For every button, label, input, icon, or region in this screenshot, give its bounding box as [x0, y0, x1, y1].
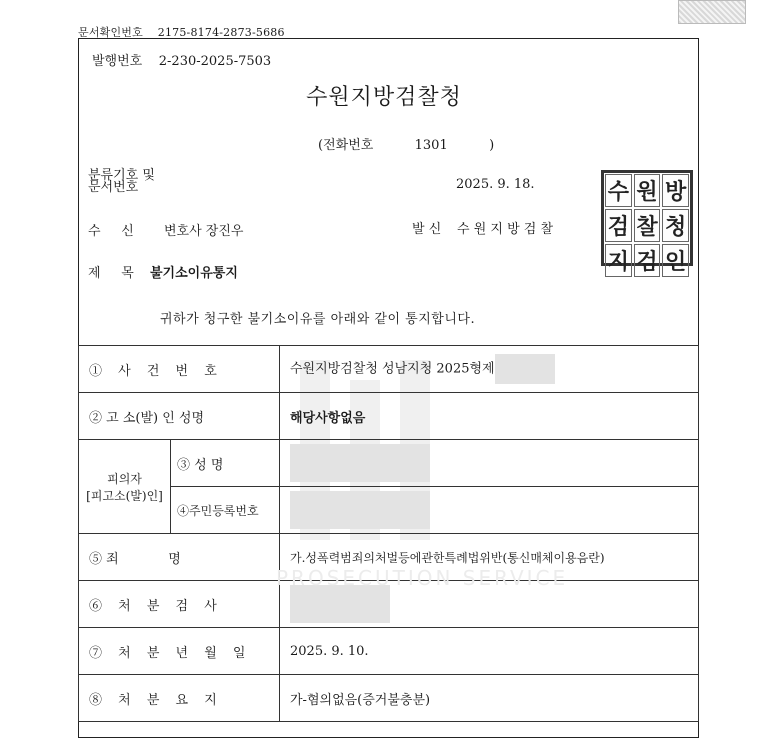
table-row [79, 487, 699, 534]
seal-char: 검 [634, 244, 661, 277]
watermark-text: PROSECUTION SERVICE [276, 566, 569, 590]
rrn-label: ④주민등록번호 [171, 487, 280, 534]
recipient-value: 변호사 장진우 [164, 224, 244, 239]
table-row [79, 346, 699, 393]
phone-label: (전화번호 [318, 138, 374, 153]
issue-number: 2-230-2025-7503 [158, 54, 272, 69]
redaction-box [495, 354, 555, 384]
name-value [280, 440, 699, 487]
seal-char: 지 [605, 244, 632, 277]
seal-char: 인 [662, 244, 689, 277]
disposition-summary-label: ⑧ 처 분 요 지 [79, 675, 280, 722]
subject-value: 불기소이유통지 [150, 266, 238, 281]
name-label: ③ 성 명 [171, 440, 280, 487]
document-confirm-number: 2175-8174-2873-5686 [157, 26, 285, 39]
notice-text: 귀하가 청구한 불기소이유를 아래와 같이 통지합니다. [160, 312, 476, 327]
table-row [79, 393, 699, 440]
complainant-label: ② 고 소(발) 인 성명 [79, 393, 280, 440]
seal-char: 수 [605, 174, 632, 207]
official-seal-stamp [601, 170, 693, 275]
sender-label: 발 신 [412, 222, 442, 237]
subject-label: 제 목 [88, 266, 134, 281]
rrn-value [280, 487, 699, 534]
disposition-table [78, 345, 699, 722]
seal-char: 검 [605, 209, 632, 242]
document-date: 2025. 9. 18. [456, 177, 535, 192]
issue-line [92, 50, 271, 69]
recipient-label: 수 신 [88, 224, 134, 239]
disposition-summary-value: 가-혐의없음(증거불충분) [280, 675, 699, 722]
organization-title: 수원지방검찰청 [306, 85, 462, 110]
phone-number: 1301 [414, 138, 448, 153]
redaction-box [290, 585, 390, 623]
table-row [79, 440, 699, 487]
disposition-date-value: 2025. 9. 10. [280, 628, 699, 675]
redaction-box [290, 444, 430, 482]
crime-label: ⑤ 죄 명 [79, 534, 280, 581]
classification-label: 분류기호 및 문서번호 [88, 168, 155, 195]
document-confirm-label: 문서확인번호 [78, 26, 143, 39]
seal-char: 찰 [634, 209, 661, 242]
complainant-value: 해당사항없음 [280, 393, 699, 440]
sender-value: 수 원 지 방 검 찰 [457, 222, 554, 237]
seal-char: 청 [662, 209, 689, 242]
crime-value: 가.성폭력범죄의처벌등에관한특례법위반(통신매체이용음란) [280, 534, 699, 581]
case-number-text: 수원지방검찰청 성남지청 2025형제 [290, 361, 495, 377]
suspect-label: 피의자 [피고소(발)인] [79, 440, 171, 534]
case-number-value [280, 346, 699, 393]
phone-close: ) [489, 138, 495, 153]
issue-label: 발행번호 [92, 54, 143, 69]
prosecutor-label: ⑥ 처 분 검 사 [79, 581, 280, 628]
seal-char: 방 [662, 174, 689, 207]
phone-line [318, 134, 494, 153]
case-number-label: ① 사 건 번 호 [79, 346, 280, 393]
disposition-date-label: ⑦ 처 분 년 월 일 [79, 628, 280, 675]
verification-barcode [678, 0, 746, 24]
table-row [79, 628, 699, 675]
seal-char: 원 [634, 174, 661, 207]
table-row [79, 675, 699, 722]
redaction-box [290, 491, 430, 529]
